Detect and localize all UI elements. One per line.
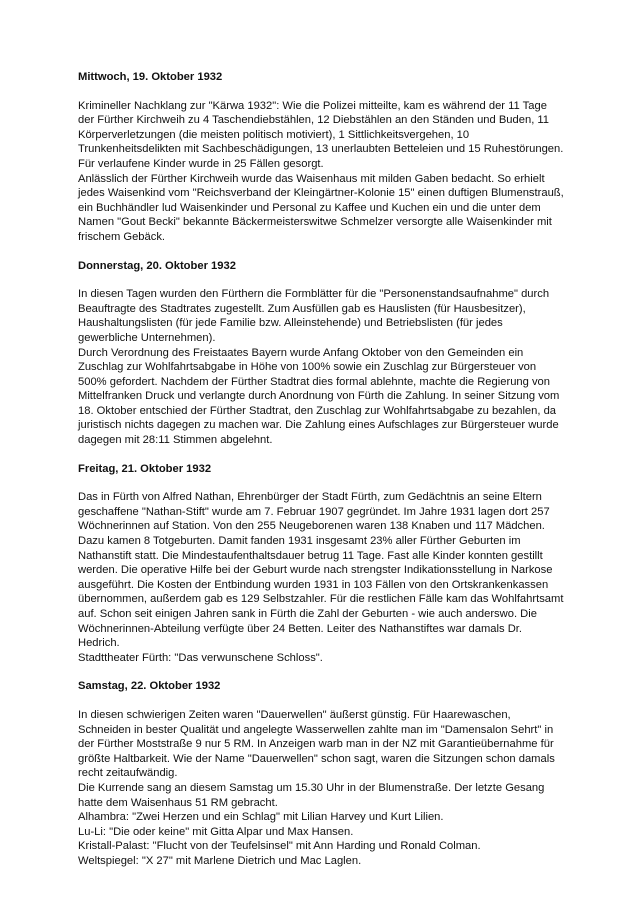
paragraph: Krimineller Nachklang zur "Kärwa 1932": Wie die Polizei mitteilte, kam es während der 11 Tage der Fürther Kirchweih zu 4 Taschendiebstählen, 12 Diebstählen an den Ständen und Buden, 11 Körperverletzungen (die meisten politisch motiviert), 1 Sittlichkeitsvergehen, 10 Trunkenheitsdelikten mit Sachbeschädigungen, 13 unerlaubten Betteleien und 15 Ruhestörungen. Für verlaufene Kinder wurde in 25 Fällen gesorgt. — [78, 99, 564, 170]
paragraph: In diesen schwierigen Zeiten waren "Dauerwellen" äußerst günstig. Für Haarewaschen, Schneiden in bester Qualität und angelegte Wasserwellen zahlte man im "Damensalon Sehrt" in der Fürther Moststraße 9 nur 5 RM. In Anzeigen warb man in der NZ mit Garantieübernahme für größte Haltbarkeit. Wie der Name "Dauerwellen" schon sagt, waren die Sitzungen schon damals recht zeitaufwändig. — [78, 708, 555, 780]
paragraph: Stadttheater Fürth: "Das verwunschene Schloss". — [78, 651, 323, 664]
entry-2022-10-19 — [78, 70, 564, 245]
paragraph: In diesen Tagen wurden den Fürthern die Formblätter für die "Personenstandsaufnahme" durch Beauftragte des Stadtrates zugestellt. Zum Ausfüllen gab es Hauslisten (für Hausbesitzer), Haushaltungslisten (für jede Familie bzw. Alleinstehende) und Betriebslisten (für jedes gewerbliche Unternehmen). — [78, 288, 550, 344]
entry-2022-10-22 — [78, 679, 564, 868]
entry-2022-10-21 — [78, 462, 564, 666]
cinema-listing: Weltspiegel: "X 27" mit Marlene Dietrich und Mac Laglen. — [78, 854, 362, 867]
paragraph: Durch Verordnung des Freistaates Bayern wurde Anfang Oktober von den Gemeinden ein Zuschlag zur Wohlfahrtsabgabe in Höhe von 100% sowie ein Zuschlag zur Bürgersteuer von 500% gefordert. Nachdem der Fürther Stadtrat dies formal ablehnte, machte die Regierung von Mittelfranken Druck und verlangte durch Anordnung von Fürth die Zahlung. In seiner Sitzung vom 18. Oktober entschied der Fürther Stadtrat, den Zuschlag zur Wohlfahrtsabgabe zu bezahlen, da juristisch nichts dagegen zu machen war. Die Zahlung eines Aufschlages zur Bürgersteuer wurde dagegen mit 28:11 Stimmen abgelehnt. — [78, 346, 560, 447]
date-heading: Samstag, 22. Oktober 1932 — [78, 680, 221, 693]
cinema-listing: Lu-Li: "Die oder keine" mit Gitta Alpar und Max Hansen. — [78, 825, 354, 838]
paragraph: Anlässlich der Fürther Kirchweih wurde das Waisenhaus mit milden Gaben bedacht. So erhielt jedes Waisenkind vom "Reichsverband der Kleingärtner-Kolonie 15" einen duftigen Blumenstrauß, ein Buchhändler lud Waisenkinder und Personal zu Kaffee und Kuchen ein und die unter dem Namen "Gout Becki" bekannte Bäckermeisterswitwe Schmelzer versorgte alle Waisenkinder mit frischem Gebäck. — [78, 172, 564, 243]
entry-2022-10-20 — [78, 259, 564, 448]
document-page — [78, 70, 564, 883]
paragraph: Die Kurrende sang an diesem Samstag um 15.30 Uhr in der Blumenstraße. Der letzte Gesang hatte dem Waisenhaus 51 RM gebracht. — [78, 781, 545, 809]
date-heading: Freitag, 21. Oktober 1932 — [78, 462, 212, 475]
cinema-listing: Alhambra: "Zwei Herzen und ein Schlag" mit Lilian Harvey und Kurt Lilien. — [78, 811, 444, 824]
cinema-listing: Kristall-Palast: "Flucht von der Teufelsinsel" mit Ann Harding und Ronald Colman. — [78, 840, 481, 853]
date-heading: Mittwoch, 19. Oktober 1932 — [78, 71, 223, 83]
paragraph: Das in Fürth von Alfred Nathan, Ehrenbürger der Stadt Fürth, zum Gedächtnis an seine Eltern geschaffene "Nathan-Stift" wurde am 7. Februar 1907 gegründet. Im Jahre 1931 lagen dort 257 Wöchnerinnen auf Station. Von den 255 Neugeborenen waren 138 Knaben und 117 Mädchen. Dazu kamen 8 Totgeburten. Damit fanden 1931 insgesamt 23% aller Fürther Geburten im Nathanstift statt. Die Mindestaufenthaltsdauer betrug 11 Tage. Fast alle Kinder konnten gestillt werden. Die operative Hilfe bei der Geburt wurde nach strengster Indikationsstellung in Narkose ausgeführt. Die Kosten der Entbindung wurden 1931 in 103 Fällen von den Ortskrankenkassen übernommen, außerdem gab es 129 Selbstzahler. Für die restlichen Fälle kam das Wohlfahrtsamt auf. Schon seit einigen Jahren sank in Fürth die Zahl der Geburten - wie auch anderswo. Die Wöchnerinnen-Abteilung verfügte über 24 Betten. Leiter des Nathanstiftes war damals Dr. Hedrich. — [78, 491, 564, 650]
date-heading: Donnerstag, 20. Oktober 1932 — [78, 259, 236, 272]
